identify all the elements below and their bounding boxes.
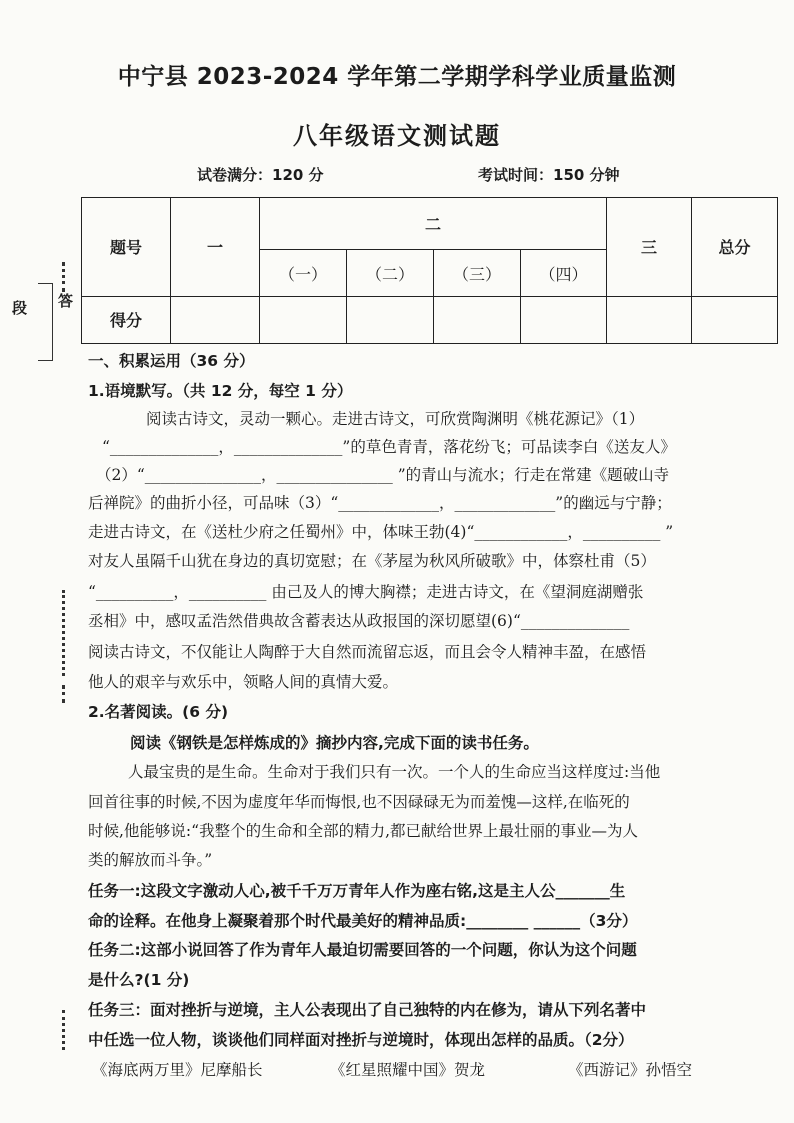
q2-passage-line: 类的解放而斗争。” bbox=[88, 851, 213, 869]
binding-dotted-line bbox=[62, 590, 68, 676]
sub-header-2: （二） bbox=[347, 250, 434, 296]
score-table bbox=[81, 197, 778, 344]
col-header-part-3: 三 bbox=[607, 198, 692, 297]
score-cell-1[interactable] bbox=[171, 296, 260, 343]
col-header-total: 总分 bbox=[692, 198, 778, 297]
row-label-question-number: 题号 bbox=[82, 198, 171, 297]
q1-line: 丞相》中，感叹孟浩然借典故含蓄表达从政报国的深切愿望(6)“______________ bbox=[88, 612, 630, 630]
q1-line: （2）“_______________，_______________ ”的青山与流水；行走在常建《题破山寺 bbox=[96, 466, 670, 484]
q1-line: 他人的艰辛与欢乐中，领略人间的真情大爱。 bbox=[88, 673, 399, 691]
row-label-score: 得分 bbox=[82, 296, 171, 343]
exam-time-label: 考试时间：150 分钟 bbox=[478, 166, 620, 184]
choice-item: 《海底两万里》尼摩船长 bbox=[92, 1061, 263, 1079]
section-heading: 一、积累运用（36 分） bbox=[88, 352, 255, 370]
sub-header-3: （三） bbox=[434, 250, 521, 296]
full-score-label: 试卷满分：120 分 bbox=[197, 166, 324, 184]
sub-header-4: （四） bbox=[521, 250, 607, 296]
binding-dotted-line bbox=[62, 1010, 68, 1050]
task-3-line: 任务三：面对挫折与逆境，主人公表现出了自己独特的内在修为，请从下列名著中 bbox=[88, 1001, 647, 1019]
score-cell-2-2[interactable] bbox=[347, 296, 434, 343]
q1-line: “__________，__________ 由己及人的博大胸襟；走进古诗文，在《望洞庭湖赠张 bbox=[88, 583, 644, 601]
q1-line: 阅读古诗文，不仅能让人陶醉于大自然而流留忘返，而且会令人精神丰盈，在感悟 bbox=[88, 643, 647, 661]
sub-header-1: （一） bbox=[260, 250, 347, 296]
task-2-line: 任务二:这部小说回答了作为青年人最迫切需要回答的一个问题，你认为这个问题 bbox=[88, 941, 637, 959]
task-1-line: 任务一:这段文字激动人心,被千千万万青年人作为座右铭,这是主人公_______生 bbox=[88, 882, 626, 900]
col-header-part-2: 二 bbox=[260, 198, 607, 250]
binding-dotted-line bbox=[62, 685, 68, 703]
task-1-line: 命的诠释。在他身上凝聚着那个时代最美好的精神品质:________ ______（3分） bbox=[88, 912, 638, 930]
question-1-heading: 1.语境默写。（共 12 分，每空 1 分） bbox=[88, 382, 353, 400]
q1-line: 阅读古诗文，灵动一颗心。走进古诗文，可欣赏陶渊明《桃花源记》（1） bbox=[146, 410, 645, 428]
exam-title: 中宁县 2023-2024 学年第二学期学科学业质量监测 bbox=[117, 64, 677, 90]
choice-item: 《西游记》孙悟空 bbox=[568, 1061, 693, 1079]
margin-mark-class: 段 bbox=[12, 299, 28, 317]
binding-bracket bbox=[38, 283, 53, 361]
margin-mark-answer: 答 bbox=[58, 292, 74, 310]
q2-passage-line: 人最宝贵的是生命。生命对于我们只有一次。一个人的生命应当这样度过:当他 bbox=[128, 763, 661, 781]
col-header-part-1: 一 bbox=[171, 198, 260, 297]
q1-line: 走进古诗文，在《送杜少府之任蜀州》中，体味王勃(4)“____________，__________ ” bbox=[88, 523, 674, 541]
binding-dotted-line bbox=[62, 262, 68, 292]
q2-passage-line: 回首往事的时候,不因为虚度年华而悔恨,也不因碌碌无为而羞愧—这样,在临死的 bbox=[88, 793, 630, 811]
q1-line: 对友人虽隔千山犹在身边的真切宽慰；在《茅屋为秋风所破歌》中，体察杜甫（5） bbox=[88, 552, 656, 570]
task-2-line: 是什么?(1 分) bbox=[88, 971, 190, 989]
choice-item: 《红星照耀中国》贺龙 bbox=[330, 1061, 486, 1079]
q1-line: “______________，______________”的草色青青，落花纷飞；可品读李白《送友人》 bbox=[102, 438, 676, 456]
score-cell-2-1[interactable] bbox=[260, 296, 347, 343]
score-cell-total[interactable] bbox=[692, 296, 778, 343]
question-2-heading: 2.名著阅读。(6 分) bbox=[88, 703, 229, 721]
score-cell-2-3[interactable] bbox=[434, 296, 521, 343]
q1-line: 后禅院》的曲折小径，可品味（3）“_____________，_____________”的幽远与宁静； bbox=[88, 494, 672, 512]
score-cell-2-4[interactable] bbox=[521, 296, 607, 343]
task-3-line: 中任选一位人物，谈谈他们同样面对挫折与逆境时，体现出怎样的品质。（2分） bbox=[88, 1031, 634, 1049]
score-cell-3[interactable] bbox=[607, 296, 692, 343]
q2-passage-line: 时候,他能够说:“我整个的生命和全部的精力,都已献给世界上最壮丽的事业—为人 bbox=[88, 822, 639, 840]
q2-intro: 阅读《钢铁是怎样炼成的》摘抄内容,完成下面的读书任务。 bbox=[130, 734, 539, 752]
exam-subtitle: 八年级语文测试题 bbox=[293, 122, 501, 150]
